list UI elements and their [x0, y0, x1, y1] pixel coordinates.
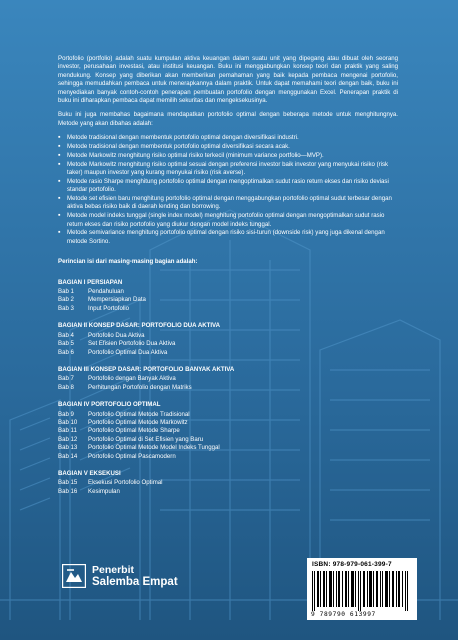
- part-section: [58, 366, 398, 392]
- publisher-title: Salemba Empat: [92, 576, 178, 588]
- list-item: ▪ Metode tradisional dengan membentuk portofolio optimal dengan diversifikasi industri.: [58, 134, 299, 142]
- part-title: BAGIAN V EKSEKUSI: [58, 469, 121, 477]
- chapter-row: [58, 332, 398, 340]
- chapter-number: Bab 5: [58, 340, 74, 348]
- chapter-number: Bab 14: [58, 452, 78, 460]
- bullet-icon: ▪: [58, 177, 61, 185]
- part-title: BAGIAN I PERSIAPAN: [58, 278, 123, 286]
- barcode-digits: 9 789790 613997: [311, 611, 376, 618]
- list-item: ▪ Metode model indeks tunggal (single index model) menghitung portofolio optimal dengan mengoptimalkan sudut rasio return ekses dan risiko portofolio yang diukur dengan model indeks tunggal.: [58, 212, 385, 228]
- chapter-number: Bab 13: [58, 444, 78, 452]
- chapter-number: Bab 12: [58, 435, 78, 443]
- chapter-row: [58, 436, 398, 444]
- chapter-number: Bab 3: [58, 304, 74, 312]
- chapter-number: Bab 1: [58, 288, 74, 296]
- list-item: ▪ Metode Markowitz menghitung risiko optimal sesuai dengan preferensi investor baik investor yang menyukai risiko (risk taker) maupun investor yang kurang menyukai risiko (risk averse).: [58, 160, 389, 177]
- bullet-icon: ▪: [58, 143, 61, 151]
- chapter-title: Portofolio Optimal Metode Markowitz: [88, 418, 188, 426]
- chapter-row: [58, 453, 398, 461]
- chapter-number: Bab 15: [58, 479, 78, 487]
- cover-text-block: [58, 55, 398, 505]
- methods-intro-paragraph: Buku ini juga membahas bagaimana mendapatkan portofolio optimal dengan beberapa metode untuk menghitungnya. Metode yang akan dibahas adalah:: [58, 111, 398, 127]
- chapter-title: Portofolio dengan Banyak Aktiva: [88, 375, 176, 383]
- chapter-row: [58, 296, 398, 304]
- chapter-title: Portofolio Optimal Dua Aktiva: [88, 348, 168, 356]
- chapter-number: Bab 4: [58, 331, 74, 339]
- chapter-title: Portofolio Optimal Pascamodern: [88, 452, 176, 460]
- chapter-title: Set Efisien Portofolio Dua Aktiva: [88, 340, 176, 348]
- chapter-row: [58, 444, 398, 452]
- chapter-row: [58, 349, 398, 357]
- chapter-title: Kesimpulan: [88, 487, 120, 495]
- chapter-row: [58, 384, 398, 392]
- chapter-number: Bab 2: [58, 296, 74, 304]
- chapter-number: Bab 7: [58, 375, 74, 383]
- barcode-icon: [312, 571, 412, 611]
- chapter-title: Eksekusi Portofolio Optimal: [88, 479, 163, 487]
- part-section: [58, 322, 398, 357]
- isbn-barcode-box: [307, 558, 417, 620]
- bullet-icon: ▪: [58, 151, 61, 159]
- chapter-number: Bab 6: [58, 348, 74, 356]
- chapter-title: Perhitungan Portofolio dengan Matriks: [88, 383, 192, 391]
- list-item: ▪ Metode rasio Sharpe menghitung portofolio optimal dengan mengoptimalkan sudut rasio return ekses dan risiko deviasi standar portofolio.: [58, 177, 389, 194]
- list-item: ▪ Metode set efisien baru menghitung portofolio optimal dengan menggabungkan portofolio optimal sudut terbesar dengan aktiva bebas risiko baik di daerah lending dan borrowing.: [58, 195, 392, 211]
- bullet-icon: ▪: [58, 160, 61, 168]
- intro-paragraph: Portofolio (portfolio) adalah suatu kumpulan aktiva keuangan dalam suatu unit yang dipegang atau dibuat oleh seorang investor, perusahaan investasi, atau institusi keuangan. Buku ini menggabungkan konsep teori dan praktik yang saling mendukung. Konsep yang diberikan akan memberikan pemahaman yang baik kepada pembaca mengenai portofolio, sehingga memudahkan pembaca untuk menerapkannya dalam praktik. Untuk dapat memahami teori dengan baik, buku ini menyediakan banyak contoh-contoh penerapan pembuatan portofolio dengan menggunakan Excel. Penerapan praktik di buku ini diharapkan pembaca dapat memilih sekuritas dan mengeksekusinya.: [58, 55, 398, 105]
- bullet-icon: ▪: [58, 229, 61, 237]
- chapter-row: [58, 427, 398, 435]
- chapter-row: [58, 411, 398, 419]
- publisher-name: [92, 564, 178, 588]
- chapter-number: Bab 10: [58, 418, 78, 426]
- part-title: BAGIAN III KONSEP DASAR: PORTOFOLIO BANYAK AKTIVA: [58, 365, 235, 373]
- chapter-row: [58, 375, 398, 383]
- list-item: ▪ Metode tradisional dengan membentuk portofolio optimal diversifikasi secara acak.: [58, 143, 290, 151]
- publisher-logo-icon: [62, 564, 86, 588]
- part-section: [58, 401, 398, 461]
- chapter-row: [58, 288, 398, 296]
- contents-heading: Perincian isi dari masing-masing bagian adalah:: [58, 258, 198, 266]
- chapter-row: [58, 340, 398, 348]
- publisher-label: Penerbit: [92, 564, 135, 576]
- bullet-icon: ▪: [58, 134, 61, 142]
- chapter-number: Bab 8: [58, 383, 74, 391]
- chapter-title: Mempersiapkan Data: [88, 296, 146, 304]
- chapter-title: Pendahuluan: [88, 288, 124, 296]
- part-section: [58, 279, 398, 314]
- chapter-title: Portofolio Optimal Metode Model Indeks Tunggal: [88, 444, 220, 452]
- chapter-title: Portofolio Optimal Metode Tradisional: [88, 410, 190, 418]
- chapter-row: [58, 305, 398, 313]
- chapter-row: [58, 479, 398, 487]
- chapter-title: Portofolio Optimal di Set Efisien yang Baru: [88, 435, 204, 443]
- isbn-label: ISBN: 978-979-061-399-7: [312, 561, 392, 568]
- chapter-row: [58, 419, 398, 427]
- bullet-icon: ▪: [58, 212, 61, 220]
- part-title: BAGIAN IV PORTOFOLIO OPTIMAL: [58, 401, 161, 409]
- methods-list: [58, 134, 398, 246]
- bullet-icon: ▪: [58, 195, 61, 203]
- list-item: ▪ Metode semivariance menghitung portofolio optimal dengan risiko sisi-turun (downside risk) yang juga dikenal dengan metode Sortino.: [58, 229, 385, 245]
- chapter-row: [58, 488, 398, 496]
- list-item: ▪ Metode Markowitz menghitung risiko optimal risiko terkecil (minimum variance portfolio—MVP).: [58, 151, 324, 159]
- chapter-number: Bab 16: [58, 487, 78, 495]
- chapter-number: Bab 9: [58, 410, 74, 418]
- part-section: [58, 470, 398, 496]
- chapter-number: Bab 11: [58, 427, 77, 435]
- chapter-title: Portofolio Optimal Metode Sharpe: [88, 427, 180, 435]
- chapter-title: Input Portofolio: [88, 304, 129, 312]
- chapter-title: Portofolio Dua Aktiva: [88, 331, 145, 339]
- publisher-block: [62, 564, 178, 588]
- part-title: BAGIAN II KONSEP DASAR: PORTOFOLIO DUA AKTIVA: [58, 322, 221, 330]
